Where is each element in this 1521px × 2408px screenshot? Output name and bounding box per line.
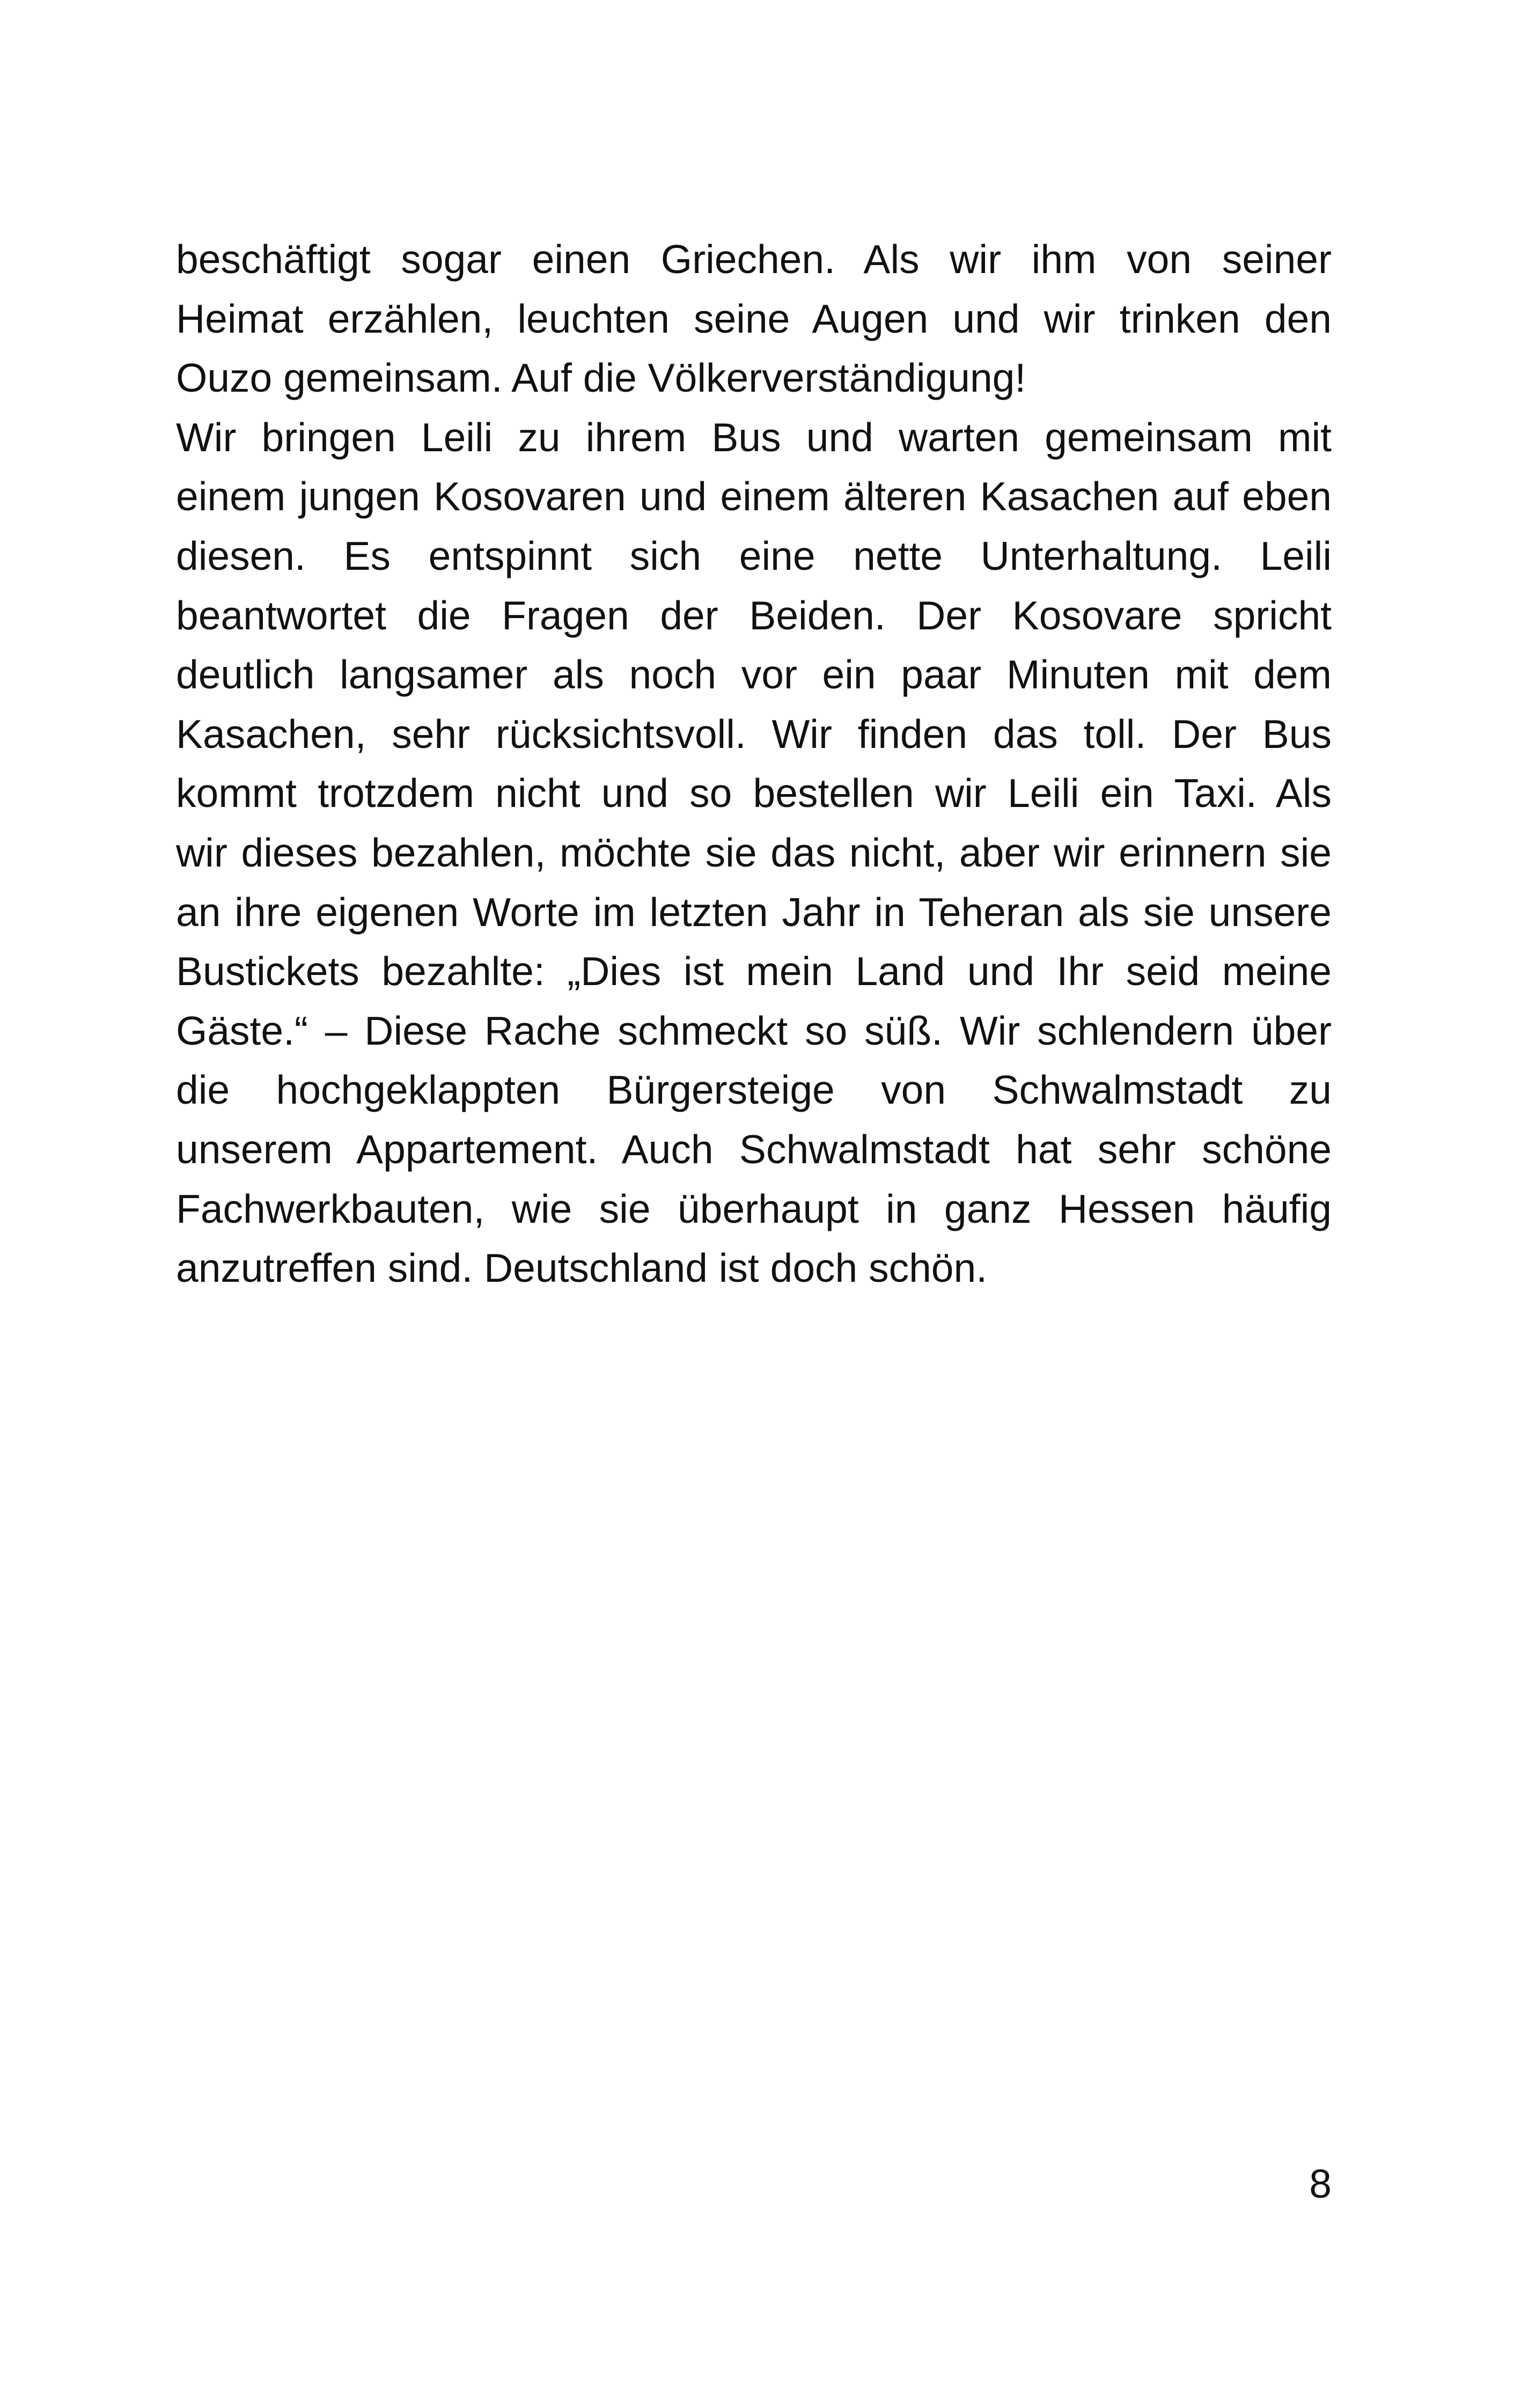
text-line: beantwortet die Fragen der Beiden. Der Kosovare spricht: [176, 592, 1332, 638]
text-line: beschäftigt sogar einen Griechen. Als wir ihm von seiner: [176, 237, 1332, 282]
text-line: deutlich langsamer als noch vor ein paar Minuten mit dem: [176, 652, 1332, 698]
text-line: Wir bringen Leili zu ihrem Bus und warten gemeinsam mit: [176, 414, 1332, 460]
text-line: Gäste.“ – Diese Rache schmeckt so süß. Wir schlendern über: [176, 1008, 1332, 1053]
text-line: Bustickets bezahlte: „Dies ist mein Land und Ihr seid meine: [176, 949, 1332, 994]
page-number: 8: [1309, 2161, 1332, 2206]
body-text: [176, 230, 1332, 1298]
text-line: Heimat erzählen, leuchten seine Augen und wir trinken den: [176, 296, 1332, 341]
text-line: an ihre eigenen Worte im letzten Jahr in Teheran als sie unsere: [176, 889, 1332, 935]
text-line: Fachwerkbauten, wie sie überhaupt in ganz Hessen häufig: [176, 1186, 1332, 1231]
text-line: wir dieses bezahlen, möchte sie das nicht, aber wir erinnern sie: [176, 829, 1332, 875]
text-line: einem jungen Kosovaren und einem älteren Kasachen auf eben: [176, 474, 1332, 519]
text-line: anzutreffen sind. Deutschland ist doch schön.: [176, 1245, 988, 1291]
text-line: Ouzo gemeinsam. Auf die Völkerverständigung!: [176, 355, 1026, 401]
text-line: kommt trotzdem nicht und so bestellen wir Leili ein Taxi. Als: [176, 770, 1332, 816]
text-line: die hochgeklappten Bürgersteige von Schwalmstadt zu: [176, 1067, 1332, 1113]
text-line: diesen. Es entspinnt sich eine nette Unterhaltung. Leili: [176, 533, 1332, 578]
text-line: unserem Appartement. Auch Schwalmstadt hat sehr schöne: [176, 1126, 1332, 1172]
text-line: Kasachen, sehr rücksichtsvoll. Wir finden das toll. Der Bus: [176, 711, 1332, 757]
